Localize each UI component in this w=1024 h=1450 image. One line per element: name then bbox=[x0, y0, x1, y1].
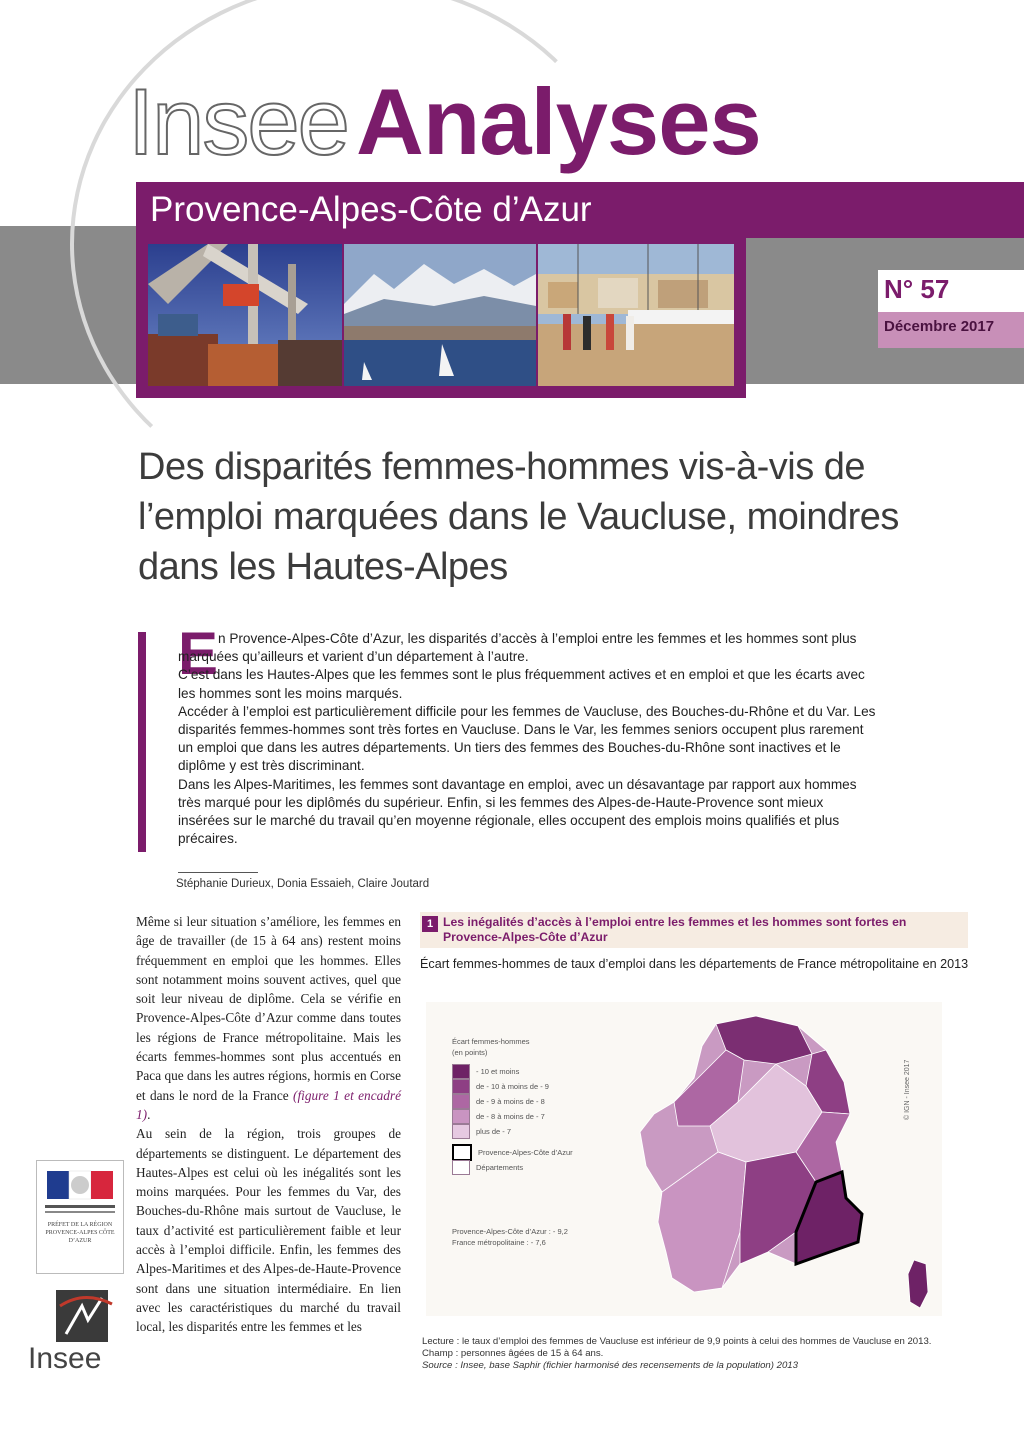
issue-number: N° 57 bbox=[884, 274, 950, 304]
legend-item bbox=[452, 1109, 602, 1124]
body-paragraph: Au sein de la région, trois groupes de départements se distinguent. Le département des Hautes-Alpes est celui où les inégalités sont les moins marquées. Pour les femmes du Var, des Bouches-du-Rhône mais surtout de Vaucluse, le taux d’activité est particulièrement faible et leur accès à l’emploi difficile. Enfin, les femmes des Alpes-Maritimes et des Alpes-de-Haute-Provence sont dans une situation intermédiaire. En lien avec les caractéristiques du marché du travail local, les disparités entre les femmes et les bbox=[136, 1126, 401, 1335]
logo-analyses-word: Analyses bbox=[355, 69, 761, 174]
marianne-icon bbox=[37, 1167, 123, 1217]
legend-label: Départements bbox=[476, 1163, 524, 1172]
photo-port-cranes bbox=[148, 244, 342, 386]
body-paragraph bbox=[136, 912, 401, 1124]
legend-swatch bbox=[452, 1124, 470, 1139]
legend-swatch bbox=[452, 1094, 470, 1109]
legend-label: de - 9 à moins de - 8 bbox=[476, 1097, 545, 1106]
prefecture-logo bbox=[36, 1160, 124, 1274]
legend-label: de - 8 à moins de - 7 bbox=[476, 1112, 545, 1121]
summary-accent-bar bbox=[138, 632, 146, 852]
legend-label: de - 10 à moins de - 9 bbox=[476, 1082, 549, 1091]
legend-item bbox=[452, 1145, 602, 1160]
legend-item bbox=[452, 1124, 602, 1139]
legend-label: - 10 et moins bbox=[476, 1067, 520, 1076]
body-text-column bbox=[136, 912, 401, 1337]
insee-logo-icon bbox=[52, 1286, 114, 1348]
map-statistics bbox=[452, 1226, 568, 1248]
figure-title: Les inégalités d’accès à l’emploi entre les femmes et les hommes sont fortes en Provence-Alpes-Côte d’Azur bbox=[443, 915, 907, 944]
legend-item bbox=[452, 1160, 602, 1175]
logo-insee-word: Insee bbox=[128, 69, 348, 174]
legend-label: plus de - 7 bbox=[476, 1127, 512, 1136]
map-corsica bbox=[908, 1260, 928, 1308]
summary-dropcap: E bbox=[178, 620, 219, 687]
issue-date: Décembre 2017 bbox=[884, 318, 995, 335]
figure-reference-link[interactable]: (figure 1 et encadré 1) bbox=[136, 1087, 401, 1122]
photo-mountains-sea bbox=[344, 244, 536, 386]
figure-subtitle: Écart femmes-hommes de taux d’emploi dans les départements de France métropolitaine en 2013 bbox=[420, 957, 969, 971]
legend-swatch bbox=[452, 1109, 470, 1124]
body-text: Même si leur situation s’améliore, les femmes en âge de travailler (de 15 à 64 ans) restent moins fréquemment en emploi que les hommes. Elles sont notamment moins souvent actives, quel que soit leur niveau de diplôme. Cela se vérifie en Provence-Alpes-Côte d’Azur comme dans toutes les régions de France métropolitaine. Mais les écarts femmes-hommes sont plus accentués en Paca que dans les autres régions, hormis en Corse et dans le nord de la France bbox=[136, 914, 401, 1103]
legend-label: Provence-Alpes-Côte d’Azur bbox=[478, 1148, 573, 1157]
legend-item bbox=[452, 1064, 602, 1079]
figure-source-note: Source : Insee, base Saphir (fichier harmonisé des recensements de la population) 2013 bbox=[422, 1360, 798, 1372]
summary-paragraph: Accéder à l’emploi est particulièrement difficile pour les femmes de Vaucluse, des Bouches-du-Rhône et du Var. Les disparités femmes-hommes sont très fortes en Vaucluse. Dans le Var, les femmes seniors occupent plus rarement un emploi que dans les autres départements. Un tiers des femmes des Bouches-du-Rhône sont inactives et le diplôme y est très discriminant. bbox=[178, 703, 876, 774]
figure-reading-note: Lecture : le taux d’emploi des femmes de Vaucluse est inférieur de 9,9 points à celui des hommes de Vaucluse en 2013. bbox=[422, 1336, 932, 1347]
figure-number: 1 bbox=[422, 916, 438, 932]
legend-unit: (en points) bbox=[452, 1048, 488, 1057]
figure-scope-note: Champ : personnes âgées de 15 à 64 ans. bbox=[422, 1348, 604, 1360]
prefecture-text: PRÉFET DE LA RÉGION PROVENCE-ALPES CÔTE D’AZUR bbox=[45, 1222, 115, 1244]
page-title: Des disparités femmes-hommes vis-à-vis de l’emploi marquées dans le Vaucluse, moindres dans les Hautes-Alpes bbox=[138, 446, 899, 588]
summary-paragraph: C’est dans les Hautes-Alpes que les femmes sont le plus fréquemment actives et en emploi et que les écarts avec les hommes sont les moins marqués. bbox=[178, 667, 865, 701]
body-text: . bbox=[147, 1106, 151, 1122]
authors-divider bbox=[178, 872, 258, 873]
legend-swatch bbox=[452, 1160, 470, 1175]
summary-paragraph: n Provence-Alpes-Côte d’Azur, les disparités d’accès à l’emploi entre les femmes et les hommes sont plus marquées qu’ailleurs et varient d’un département à l’autre. bbox=[178, 631, 857, 665]
insee-logo-word: Insee bbox=[28, 1342, 102, 1375]
summary-paragraph: Dans les Alpes-Maritimes, les femmes sont davantage en emploi, avec un désavantage par rapport aux hommes très marqué pour les diplômés du supérieur. Enfin, si les femmes des Alpes-de-Haute-Provence sont mieux insérées sur le marché du travail qu’en moyenne régionale, elles occupent des emplois moins qualifiés et plus précaires. bbox=[178, 776, 857, 847]
region-name: Provence-Alpes-Côte d’Azur bbox=[150, 190, 592, 229]
legend-swatch bbox=[452, 1079, 470, 1094]
map-copyright: © IGN - Insee 2017 bbox=[904, 1059, 911, 1120]
legend-item bbox=[452, 1094, 602, 1109]
map-stat-region: Provence-Alpes-Côte d’Azur : - 9,2 bbox=[452, 1227, 568, 1236]
summary-block bbox=[178, 630, 878, 848]
photo-harbour bbox=[538, 244, 734, 386]
figure-notes bbox=[422, 1336, 982, 1373]
map-legend bbox=[452, 1036, 602, 1175]
insee-analyses-logo bbox=[128, 69, 761, 174]
legend-swatch bbox=[452, 1144, 472, 1161]
authors: Stéphanie Durieux, Donia Essaieh, Claire Joutard bbox=[176, 878, 430, 890]
map-stat-france: France métropolitaine : - 7,6 bbox=[452, 1238, 546, 1247]
legend-title: Écart femmes-hommes bbox=[452, 1037, 530, 1046]
legend-swatch bbox=[452, 1064, 470, 1079]
legend-item bbox=[452, 1079, 602, 1094]
